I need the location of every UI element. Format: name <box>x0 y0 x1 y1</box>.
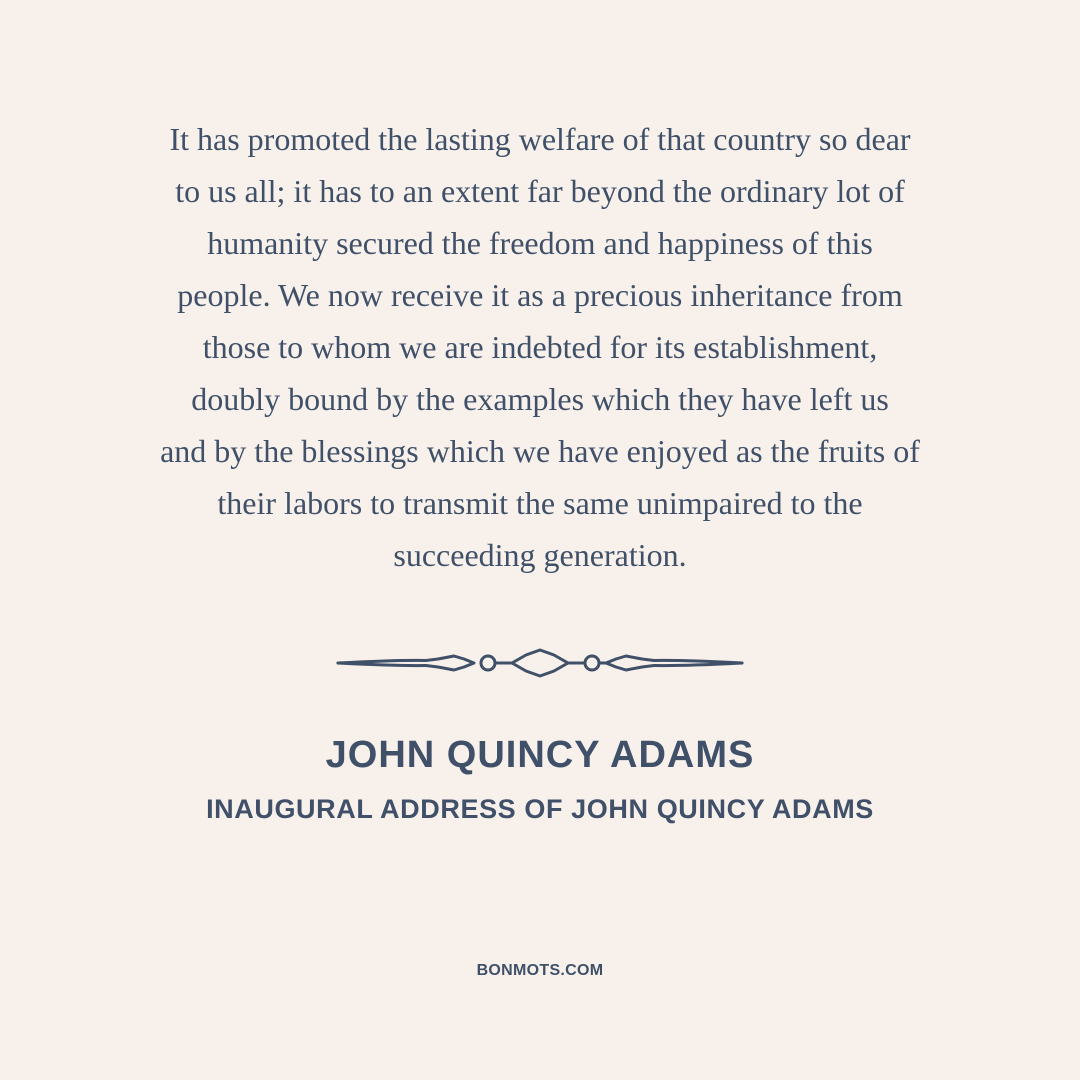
quote-line: people. We now receive it as a precious inheritance from <box>177 277 903 313</box>
quote-line: succeeding generation. <box>393 537 687 573</box>
author-name: JOHN QUINCY ADAMS <box>325 734 755 776</box>
quote-line: their labors to transmit the same unimpaired to the <box>217 485 863 521</box>
quote-line: to us all; it has to an extent far beyond the ordinary lot of <box>175 173 905 209</box>
quote-line: It has promoted the lasting welfare of that country so dear <box>169 121 911 157</box>
flourish-divider-icon <box>336 646 744 680</box>
quote-line: humanity secured the freedom and happiness of this <box>207 225 873 261</box>
quote-source: INAUGURAL ADDRESS OF JOHN QUINCY ADAMS <box>206 794 874 824</box>
quote-line: doubly bound by the examples which they have left us <box>191 381 889 417</box>
quote-line: and by the blessings which we have enjoyed as the fruits of <box>160 433 920 469</box>
quote-line: those to whom we are indebted for its establishment, <box>202 329 878 365</box>
site-url: BONMOTS.COM <box>476 962 604 979</box>
quote-text <box>90 113 990 581</box>
